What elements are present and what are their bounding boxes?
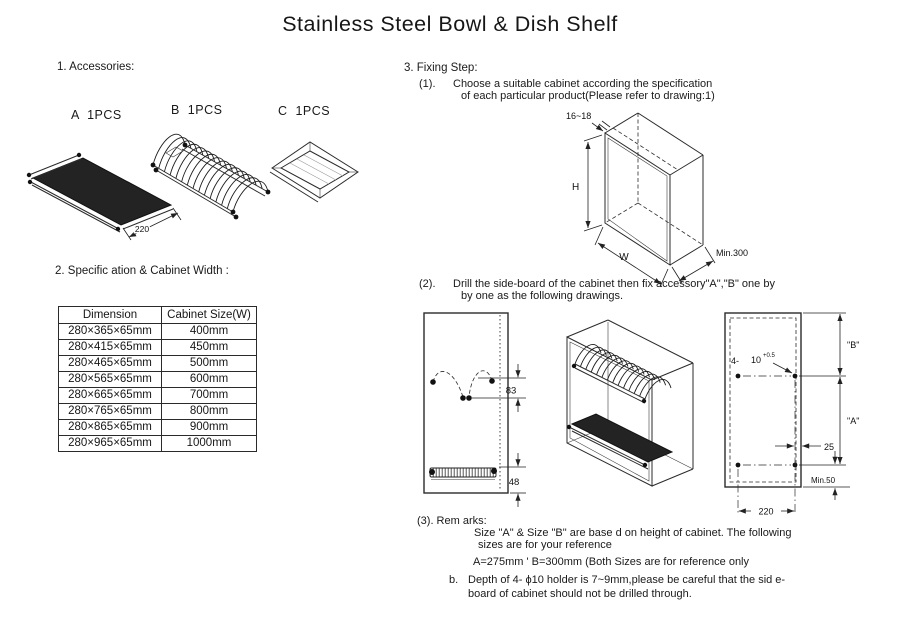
cell-size: 900mm [162,420,257,436]
table-row [59,436,257,452]
table-row [59,356,257,372]
step2-line2: by one as the following drawings. [461,290,624,302]
cell-dimension: 280×365×65mm [59,324,162,340]
rack-wires [153,134,268,212]
table-row [59,372,257,388]
cell-dimension: 280×765×65mm [59,404,162,420]
cell-size: 500mm [162,356,257,372]
cell-size: 600mm [162,372,257,388]
sideboard-drawing [420,305,540,510]
dim-label-83: 83 [505,385,517,397]
dim-label-25: 25 [824,442,835,452]
dim-label-48: 48 [508,477,520,488]
remarks-heading: (3). Rem arks: [417,515,487,527]
remark-b-label: b. [449,574,462,586]
accessory-c-label: C 1PCS [278,104,331,118]
cabinet-drawing [558,103,793,288]
table-row [59,388,257,404]
cell-size: 1000mm [162,436,257,452]
cell-dimension: 280×665×65mm [59,388,162,404]
dim-label-min50: Min.50 [811,476,836,485]
accessory-b-label: B 1PCS [171,103,223,117]
step1-line2: of each particular product(Please refer to drawing:1) [461,90,715,102]
size-b-label: "B" [847,340,860,350]
table-row [59,404,257,420]
template-panel [725,313,801,513]
cell-size: 700mm [162,388,257,404]
dim-label-min300: Min.300 [716,248,749,258]
cabinet-outline [605,113,703,265]
step1-line1: Choose a suitable cabinet according the specification [453,78,713,90]
specification-heading: 2. Specific ation & Cabinet Width : [55,265,229,277]
remark-line4: Depth of 4- ϕ10 holder is 7~9mm,please be careful that the sid e- [468,574,786,586]
remark-line5: board of cabinet should not be drilled through. [468,588,692,600]
cell-dimension: 280×865×65mm [59,420,162,436]
table-row [59,420,257,436]
dim-label-w: W [619,252,629,263]
tray-frame [270,142,358,202]
fixing-heading: 3. Fixing Step: [404,62,478,74]
hole-count-label: 4- [731,356,740,366]
step2-line1: Drill the side-board of the cabinet then fix accessory"A","B" one by [453,278,775,290]
hole-tolerance-label: +0.5 [763,353,775,359]
accessories-heading: 1. Accessories: [57,61,135,73]
accessory-b-drawing [146,126,281,246]
dim-label-220: 220 [134,224,150,234]
cell-size: 450mm [162,340,257,356]
sideboard-panel [424,313,508,493]
col-header-cabinet-size: Cabinet Size(W) [162,307,257,324]
remark-line2: sizes are for your reference [478,539,612,551]
col-header-dimension: Dimension [59,307,162,324]
cabinet-installed-drawing [546,302,711,507]
installed-mesh-shelf [567,414,672,469]
page-title: Stainless Steel Bowl & Dish Shelf [282,12,618,36]
cell-dimension: 280×965×65mm [59,436,162,452]
cabinet-dims [566,111,748,287]
hole-diameter-label: 10 [751,355,762,365]
cell-size: 400mm [162,324,257,340]
dim-label-16-18: 16~18 [566,111,592,121]
table-header-row [59,307,257,324]
sideboard-dims [472,364,526,507]
remark-line1: Size "A" & Size "B" are base d on height of cabinet. The following [474,527,792,539]
spec-table [58,306,257,452]
cell-dimension: 280×415×65mm [59,340,162,356]
dim-label-h: H [572,182,580,193]
dim-label-220-bottom: 220 [758,506,774,517]
drill-template-drawing [713,300,900,520]
shelf-a-side-view [430,468,496,477]
accessory-a-label: A 1PCS [71,108,122,122]
installed-rack-rails [572,364,646,403]
remark-line3: A=275mm ' B=300mm (Both Sizes are for reference only [473,556,750,568]
table-row [59,340,257,356]
cell-dimension: 280×565×65mm [59,372,162,388]
cell-dimension: 280×465×65mm [59,356,162,372]
installed-cabinet-outline [567,320,693,486]
step1-number: (1). [419,78,439,90]
table-row [59,324,257,340]
accessory-c-drawing [266,126,386,206]
step2-number: (2). [419,278,439,290]
cell-size: 800mm [162,404,257,420]
size-a-label: "A" [847,416,860,426]
